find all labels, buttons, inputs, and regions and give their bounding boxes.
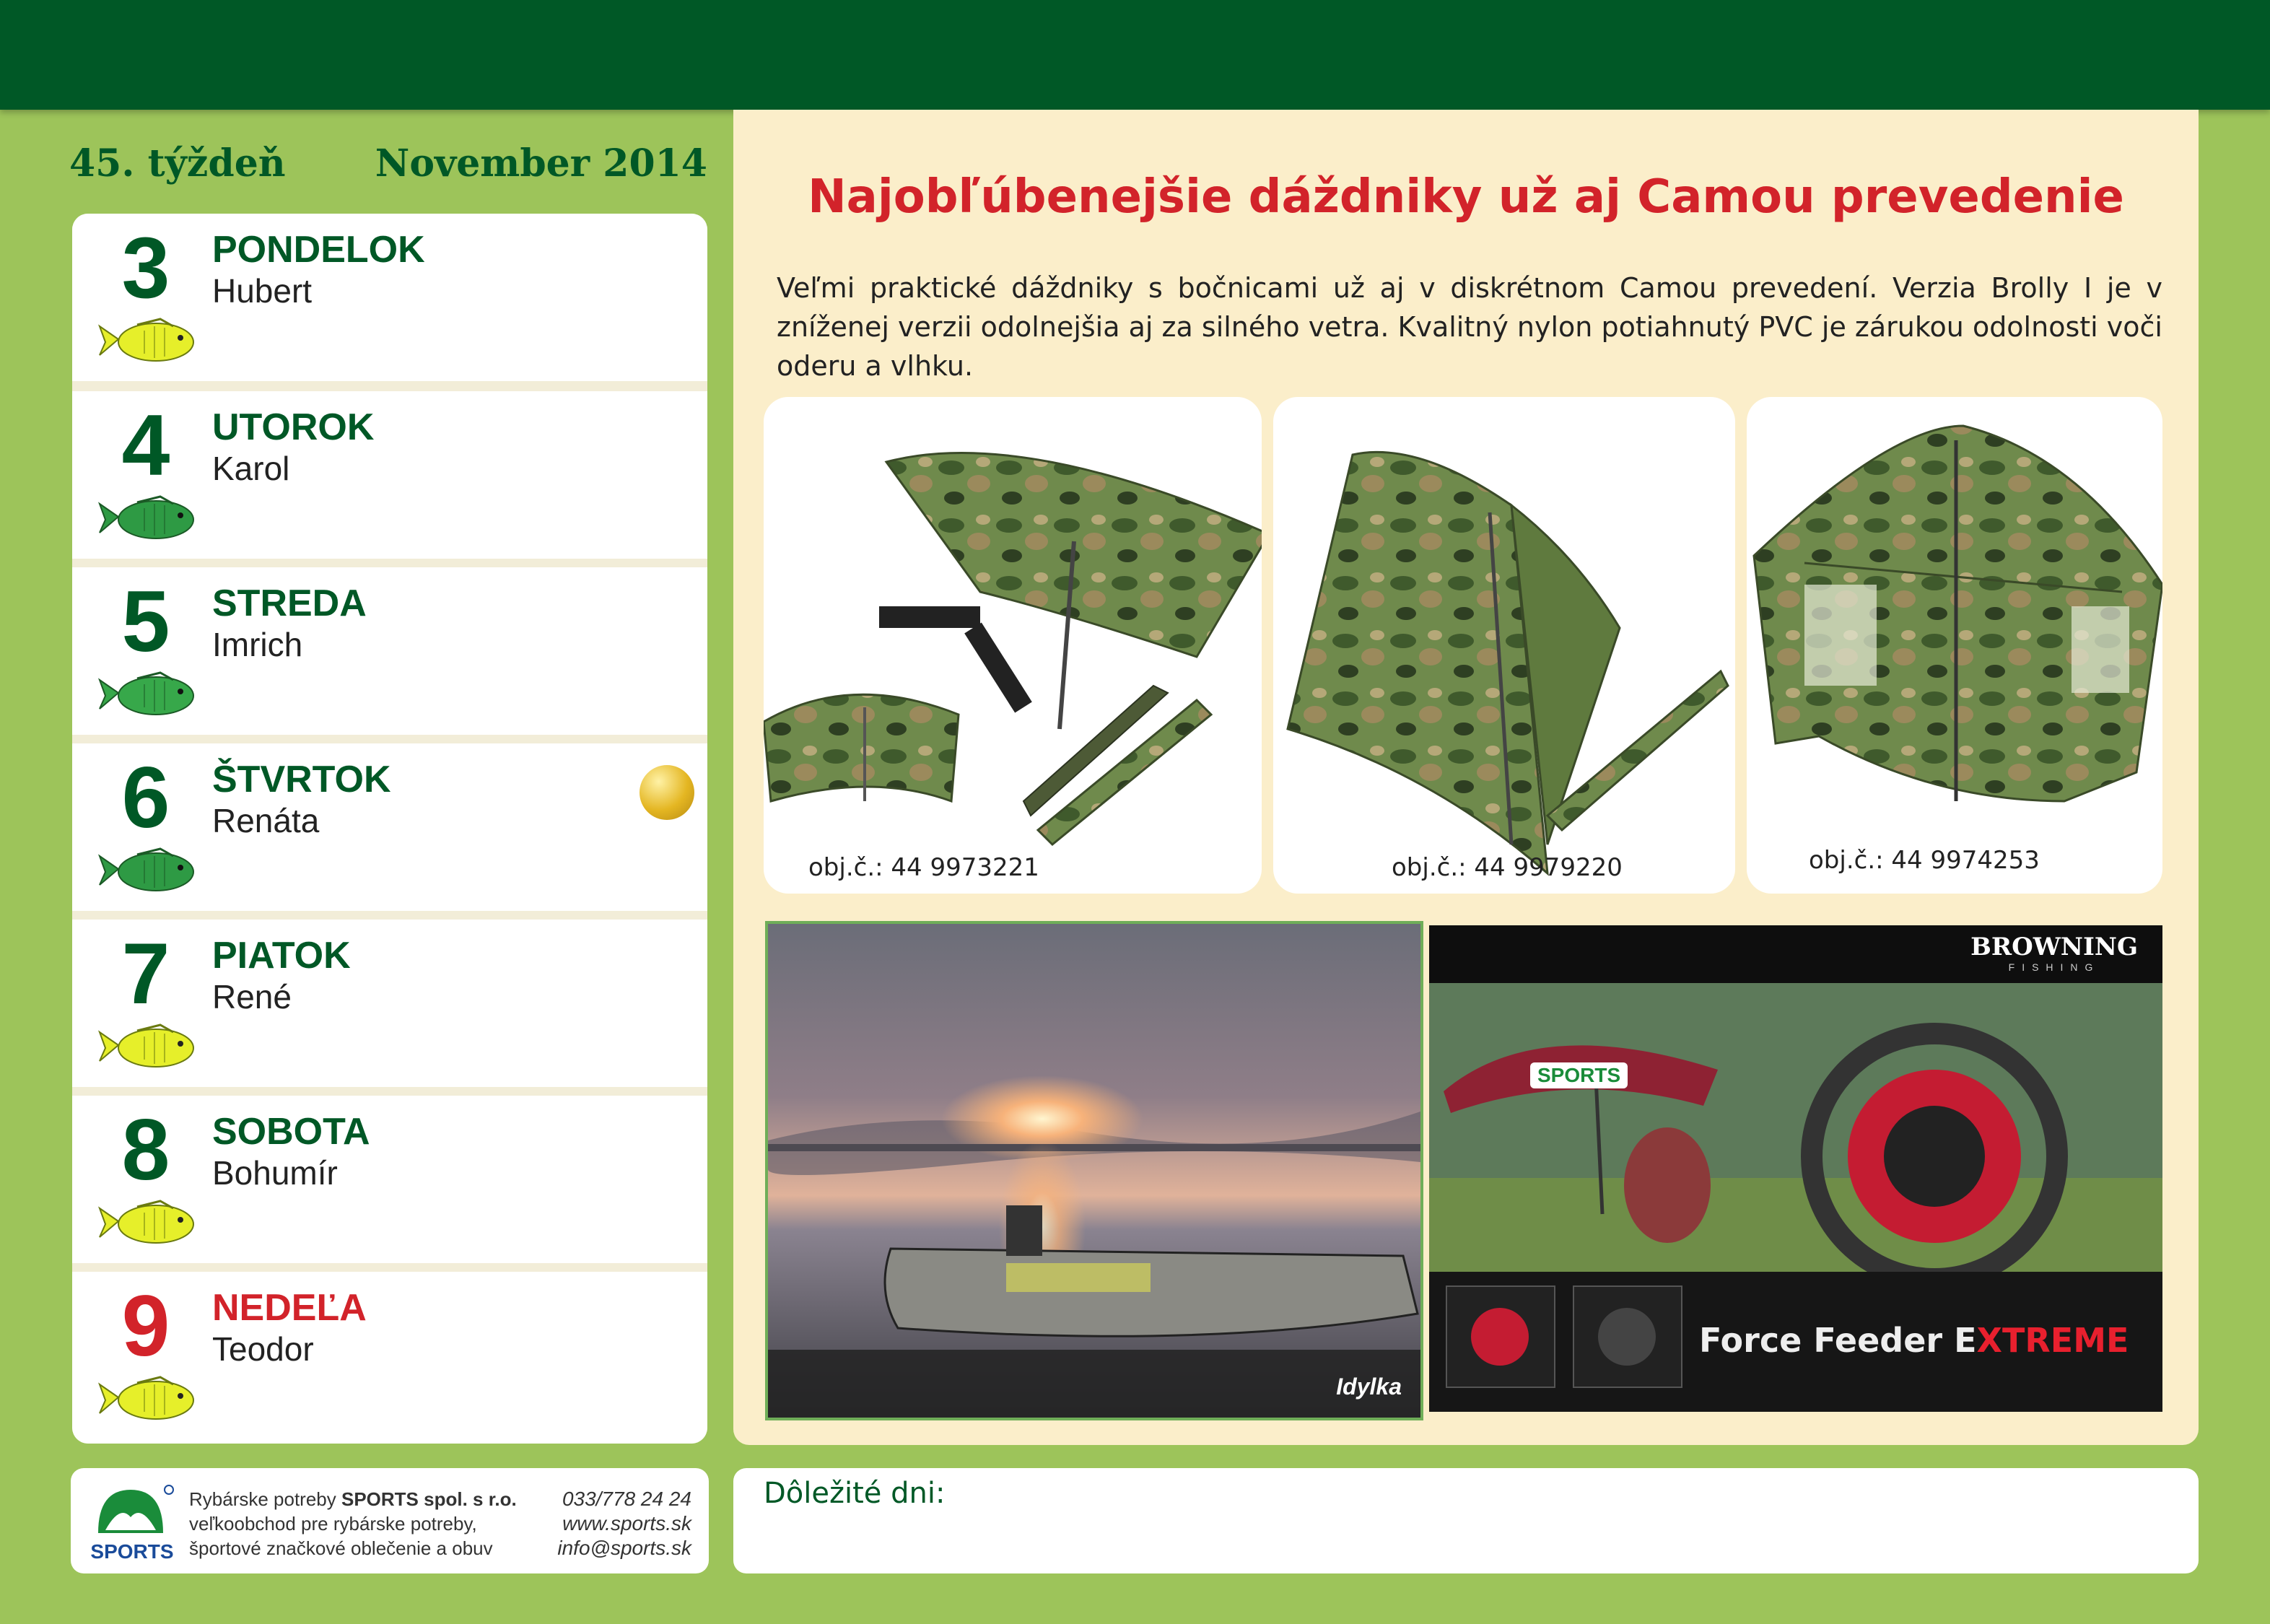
day-list [72, 214, 707, 1444]
nameday: Teodor [212, 1330, 314, 1368]
day-name: ŠTVRTOK [212, 759, 391, 800]
company-contact [557, 1487, 691, 1560]
website-link[interactable]: www.sports.sk [562, 1512, 691, 1534]
fish-icon [94, 846, 198, 898]
product-code: obj.č.: 44 9973221 [808, 853, 1039, 882]
day-name: UTOROK [212, 406, 375, 448]
sports-umbrella-logo: SPORTS [1530, 1062, 1628, 1088]
day-number: 4 [121, 397, 170, 494]
product-card-1[interactable] [764, 397, 1262, 894]
month-label: November 2014 [375, 141, 707, 185]
article-description: Veľmi praktické dáždniky s bočnicami už aj v diskrétnom Camou prevedení. Verzia Brolly I je v zníženej verzii odolnejšia aj za silného vetra. Kvalitný nylon potiahnutý PVC je zárukou odolnosti voči oderu a vlhku. [777, 272, 2162, 382]
fish-icon [94, 1374, 198, 1426]
ad-product-name: Force Feeder EXTREME [1699, 1321, 2129, 1360]
camo-brolly-icon [1273, 397, 1735, 894]
sunset-lake-image [768, 924, 1420, 1418]
day-name: STREDA [212, 582, 367, 624]
company-info: Rybárske potreby SPORTS spol. s r.o. veľkoobchod pre rybárske potreby, športové značkové oblečenie a obuv [189, 1488, 517, 1559]
fish-icon [94, 494, 198, 546]
nameday: Karol [212, 450, 290, 487]
important-days-label: Dôležité dni: [764, 1477, 946, 1510]
day-number: 7 [121, 925, 170, 1022]
day-number: 6 [121, 749, 170, 846]
important-days-box[interactable] [733, 1468, 2199, 1573]
day-name: SOBOTA [212, 1111, 370, 1153]
product-card-2[interactable] [1273, 397, 1735, 894]
camo-umbrella-icon [764, 397, 1262, 894]
day-number: 3 [121, 219, 170, 316]
nameday: Renáta [212, 802, 320, 839]
article-headline: Najobľúbenejšie dáždniky už aj Camou prevedenie [808, 170, 2124, 224]
product-code: obj.č.: 44 9979220 [1392, 853, 1623, 882]
day-row-tuesday[interactable] [72, 391, 707, 559]
day-number: 8 [121, 1101, 170, 1198]
fish-icon [94, 670, 198, 722]
day-row-monday[interactable] [72, 214, 707, 381]
fish-icon [94, 1198, 198, 1250]
article-panel [733, 110, 2199, 1445]
browning-ad[interactable] [1429, 925, 2162, 1412]
day-row-wednesday[interactable] [72, 567, 707, 735]
phone[interactable]: 033/778 24 24 [562, 1488, 691, 1510]
product-card-3[interactable] [1747, 397, 2162, 894]
day-name: PONDELOK [212, 229, 425, 271]
fish-icon [94, 1022, 198, 1074]
nameday: René [212, 978, 292, 1016]
nameday: Hubert [212, 272, 313, 310]
nameday: Imrich [212, 626, 303, 663]
email-link[interactable]: info@sports.sk [557, 1537, 691, 1559]
browning-logo: BROWNING FISHING [1970, 933, 2138, 973]
day-name: NEDEĽA [212, 1287, 367, 1329]
sports-logo-text: SPORTS [90, 1540, 174, 1563]
camo-shelter-icon [1747, 397, 2162, 894]
week-label: 45. týždeň [69, 141, 286, 185]
product-code: obj.č.: 44 9974253 [1809, 846, 2040, 875]
day-row-sunday[interactable] [72, 1272, 707, 1444]
day-number: 9 [121, 1278, 170, 1374]
day-row-thursday[interactable] [72, 743, 707, 911]
day-number: 5 [121, 573, 170, 670]
photo-caption: Idylka [1336, 1374, 1402, 1400]
company-footer [71, 1468, 709, 1573]
day-row-saturday[interactable] [72, 1096, 707, 1263]
day-row-friday[interactable] [72, 920, 707, 1087]
sunset-photo[interactable] [765, 921, 1423, 1420]
full-moon-icon [639, 765, 694, 820]
top-bar [0, 0, 2270, 110]
day-name: PIATOK [212, 935, 351, 977]
fish-icon [94, 316, 198, 368]
nameday: Bohumír [212, 1154, 338, 1192]
